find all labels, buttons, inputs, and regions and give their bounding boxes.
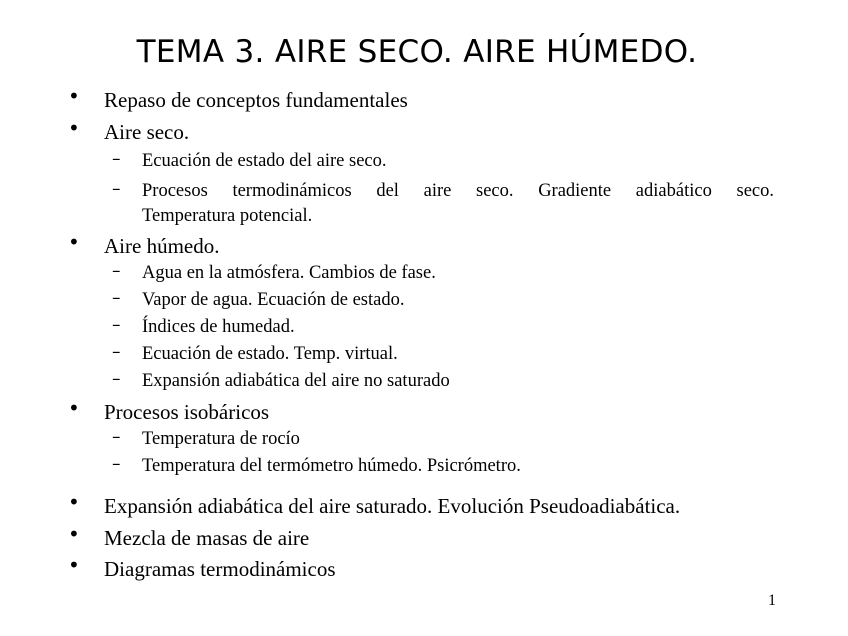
bullet-marker: •: [68, 396, 80, 420]
page-number: 1: [768, 592, 776, 609]
sub-bullet-text: Vapor de agua. Ecuación de estado.: [142, 290, 405, 310]
sub-bullet-marker: –: [112, 288, 121, 308]
sub-bullet-marker: –: [112, 315, 121, 335]
bullet-text: Mezcla de masas de aire: [104, 526, 310, 550]
bullet-marker: •: [68, 522, 80, 546]
bullet-text: Aire seco.: [104, 120, 190, 144]
sub-bullet-marker: –: [112, 149, 121, 169]
bullet-text: Procesos isobáricos: [104, 400, 270, 424]
sub-bullet-text: Procesos termodinámicos del aire seco. Gradiente adiabático seco.: [142, 181, 774, 201]
bullet-text: Aire húmedo.: [104, 234, 220, 258]
sub-bullet-text: Temperatura de rocío: [142, 429, 300, 449]
sub-bullet-text: Expansión adiabática del aire no saturado: [142, 371, 450, 391]
bullet-text: Repaso de conceptos fundamentales: [104, 88, 408, 112]
bullet-marker: •: [68, 116, 80, 140]
bullet-marker: •: [68, 84, 80, 108]
sub-bullet-marker: –: [112, 179, 121, 199]
bullet-text: Expansión adiabática del aire saturado. Evolución Pseudoadiabática.: [104, 494, 681, 518]
sub-bullet-text: Ecuación de estado del aire seco.: [142, 151, 387, 171]
sub-bullet-text: Ecuación de estado. Temp. virtual.: [142, 344, 398, 364]
sub-bullet-marker: –: [112, 261, 121, 281]
sub-bullet-marker: –: [112, 369, 121, 389]
bullet-marker: •: [68, 230, 80, 254]
bullet-marker: •: [68, 553, 80, 577]
sub-bullet-marker: –: [112, 342, 121, 362]
bullet-marker: •: [68, 490, 80, 514]
sub-bullet-text: Temperatura del termómetro húmedo. Psicrómetro.: [142, 456, 521, 476]
sub-bullet-text-continuation: Temperatura potencial.: [142, 206, 313, 226]
sub-bullet-marker: –: [112, 454, 121, 474]
bullet-text: Diagramas termodinámicos: [104, 557, 336, 581]
sub-bullet-text: Agua en la atmósfera. Cambios de fase.: [142, 263, 436, 283]
sub-bullet-marker: –: [112, 427, 121, 447]
sub-bullet-text: Índices de humedad.: [142, 317, 295, 337]
slide-title: TEMA 3. AIRE SECO. AIRE HÚMEDO.: [136, 34, 698, 70]
